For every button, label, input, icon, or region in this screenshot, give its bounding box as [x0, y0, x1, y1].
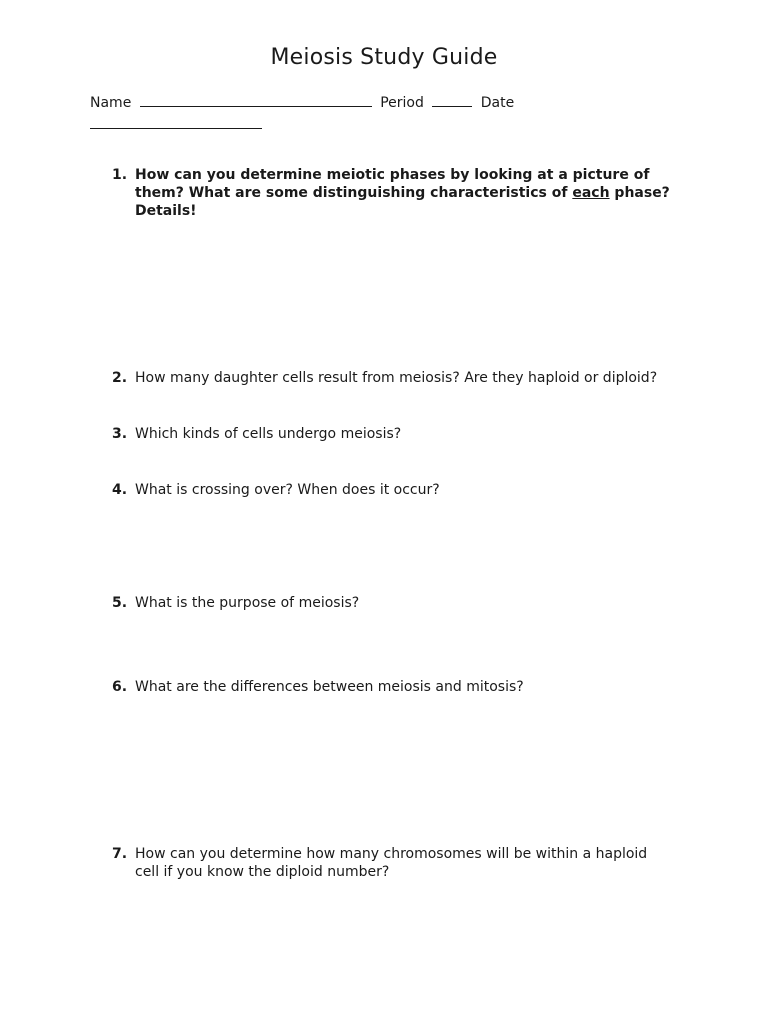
question-6 — [112, 678, 672, 696]
period-blank[interactable] — [432, 92, 472, 107]
question-text: How many daughter cells result from meiosis? Are they haploid or diploid? — [135, 370, 658, 386]
question-number: 1. — [112, 167, 128, 183]
question-text — [135, 166, 672, 220]
question-number: 4. — [112, 482, 128, 498]
name-label: Name — [90, 95, 132, 111]
question-text-part: How can you determine meiotic phases by looking at a picture of them? What are some distinguishing characteristics of — [135, 167, 650, 201]
emphasized-word: each — [572, 185, 610, 201]
period-label: Period — [380, 95, 424, 111]
question-text: What is crossing over? When does it occur? — [135, 482, 440, 498]
question-text: What is the purpose of meiosis? — [135, 595, 360, 611]
date-line — [90, 114, 262, 134]
question-5 — [112, 594, 672, 612]
question-1 — [112, 166, 672, 220]
page-title: Meiosis Study Guide — [270, 45, 498, 70]
question-number: 7. — [112, 846, 128, 862]
date-label: Date — [480, 95, 515, 111]
question-3 — [112, 425, 672, 443]
question-text: What are the differences between meiosis and mitosis? — [135, 679, 524, 695]
question-4 — [112, 481, 672, 499]
student-info-line — [90, 92, 690, 112]
question-7 — [112, 845, 672, 881]
question-text-part: phase? Details! — [135, 185, 670, 219]
question-number: 5. — [112, 595, 128, 611]
question-text: Which kinds of cells undergo meiosis? — [135, 426, 402, 442]
question-text: How can you determine how many chromosomes will be within a haploid cell if you know the diploid number? — [135, 846, 648, 880]
name-blank[interactable] — [140, 92, 372, 107]
date-blank[interactable] — [90, 114, 262, 129]
question-2 — [112, 369, 672, 387]
question-number: 6. — [112, 679, 128, 695]
question-number: 2. — [112, 370, 128, 386]
question-number: 3. — [112, 426, 128, 442]
